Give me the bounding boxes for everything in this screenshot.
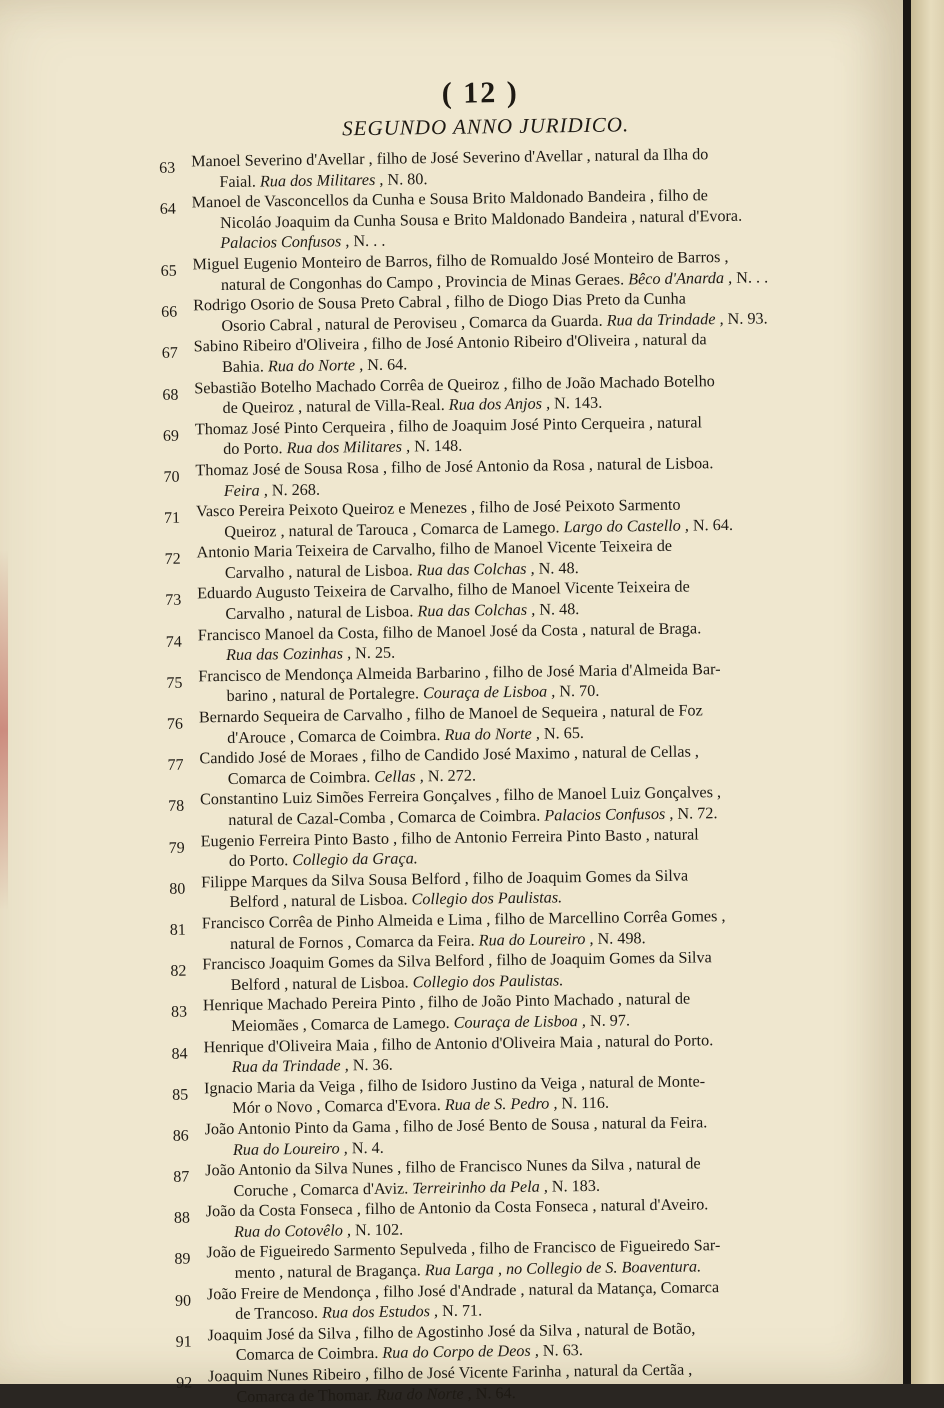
entry-number: 66: [161, 303, 191, 324]
entry-address: Palacios Confusos ,: [544, 805, 673, 825]
entry-text: Francisco Manoel da Costa, filho de Manoel José da Costa , natural de Braga.: [198, 617, 808, 646]
entry-house-number: N. 272.: [428, 766, 476, 785]
entry-address: Terreirinho da Pela ,: [412, 1177, 548, 1197]
entry-address: Collegio dos Paulistas.: [413, 971, 564, 991]
entry-text: Joaquim José da Silva , filho de Agostinho José da Silva , natural de Botão,: [207, 1317, 817, 1346]
entry-number: 64: [160, 200, 190, 221]
entry-text: João de Figueiredo Sarmento Sepulveda , filho de Francisco de Figueiredo Sar-: [206, 1234, 816, 1263]
entry-number: 65: [161, 261, 191, 282]
entry-number: 79: [169, 838, 199, 859]
entry-text: João da Costa Fonseca , filho de Antonio da Costa Fonseca , natural d'Aveiro.: [206, 1193, 816, 1222]
entry-text: Francisco Corrêa de Pinho Almeida e Lima , filho de Marcellino Corrêa Gomes ,: [202, 905, 812, 934]
entry-number: 89: [174, 1250, 204, 1271]
entry-number: 85: [172, 1085, 202, 1106]
entry-text: Eugenio Ferreira Pinto Basto , filho de Antonio Ferreira Pinto Basto , natural: [200, 822, 810, 851]
entry-house-number: N. 64.: [367, 355, 407, 374]
student-list: [151, 143, 818, 1408]
entry-address: Feira ,: [224, 481, 268, 500]
entry-text: Thomaz José de Sousa Rosa , filho de José Antonio da Rosa , natural de Lisboa.: [195, 452, 805, 481]
entry-address: Rua de S. Pedro ,: [445, 1095, 558, 1115]
entry-origin: Comarca de Coimbra.: [228, 768, 371, 788]
entry-number: 77: [167, 756, 197, 777]
entry-house-number: N. 48.: [539, 559, 579, 578]
entry-origin: Mór o Novo , Comarca d'Evora.: [232, 1096, 441, 1117]
entry-address: Rua das Colchas ,: [417, 601, 535, 621]
entry-number: 76: [167, 714, 197, 735]
entry-text: Antonio Maria Teixeira de Carvalho, filho de Manoel Vicente Teixeira de: [196, 534, 806, 563]
entry-origin: natural de Fornos , Comarca da Feira.: [230, 931, 475, 952]
entry-origin: Carvalho , natural de Lisboa.: [225, 561, 413, 582]
entry-address: Cellas ,: [374, 767, 424, 786]
entry-origin: Coruche , Comarca d'Aviz.: [233, 1179, 408, 1199]
entry-text: Ignacio Maria da Veiga , filho de Isidoro Justino da Veiga , natural de Monte-: [204, 1070, 814, 1099]
entry-text: Francisco Joaquim Gomes da Silva Belford , filho de Joaquim Gomes da Silva: [202, 946, 812, 975]
entry-house-number: N. . .: [353, 232, 385, 250]
entry-origin: barino , natural de Portalegre.: [226, 685, 419, 706]
entry-text: João Freire de Mendonça , filho José d'Andrade , natural da Matança, Comarca: [207, 1275, 817, 1304]
entry-address: Couraça de Lisboa ,: [454, 1012, 586, 1032]
entry-text: Filippe Marques da Silva Sousa Belford , filho de Joaquim Gomes da Silva: [201, 864, 811, 893]
entry-text: Bernardo Sequeira de Carvalho , filho de Manoel de Sequeira , natural de Foz: [199, 699, 809, 728]
entry-house-number: N. 36.: [353, 1056, 393, 1075]
entry-house-number: N. 4.: [352, 1138, 384, 1156]
entry-house-number: N. 71.: [442, 1302, 482, 1321]
entry-house-number: N. 80.: [387, 170, 427, 189]
entry-number: 86: [173, 1126, 203, 1147]
entry-text: Miguel Eugenio Monteiro de Barros, filho de Romualdo José Monteiro de Barros ,: [192, 246, 802, 275]
entry-address: Rua do Norte ,: [444, 724, 540, 743]
entry-text: Manoel Severino d'Avellar , filho de José Severino d'Avellar , natural da Ilha do: [191, 143, 801, 172]
entry-origin: Belford , natural de Lisboa.: [231, 973, 409, 993]
entry-number: 72: [165, 550, 195, 571]
entry-house-number: N. 65.: [544, 724, 584, 743]
entry-text: Joaquim Nunes Ribeiro , filho de José Vicente Farinha , natural da Certãa ,: [208, 1358, 818, 1387]
entry-house-number: N. 102.: [355, 1220, 403, 1239]
entry-number: 68: [162, 385, 192, 406]
entry-number: 90: [175, 1291, 205, 1312]
entry-house-number: N. 70.: [559, 682, 599, 701]
entry-house-number: N. 498.: [597, 929, 645, 948]
entry-house-number: N. 116.: [561, 1094, 609, 1113]
entry-text: Sebastião Botelho Machado Corrêa de Queiroz , filho de João Machado Botelho: [194, 369, 804, 398]
entry-house-number: N. 148.: [414, 437, 462, 456]
entry-number: 78: [168, 797, 198, 818]
entry-origin: Comarca de Thomar.: [236, 1386, 372, 1406]
entry-number: 83: [171, 1003, 201, 1024]
entry-house-number: N. 72.: [677, 804, 717, 823]
entry-number: 71: [164, 509, 194, 530]
entry-origin: Meiomães , Comarca de Lamego.: [231, 1014, 450, 1035]
section-title: SEGUNDO ANNO JURIDICO.: [171, 107, 801, 146]
entry-text: Sabino Ribeiro d'Oliveira , filho de José Antonio Ribeiro d'Oliveira , natural da: [194, 328, 804, 357]
entry-address: Rua do Corpo de Deos ,: [382, 1342, 539, 1362]
entry-address: Bêco d'Anarda ,: [628, 268, 732, 287]
entry-house-number: N. 63.: [543, 1342, 583, 1361]
entry-address: Collegio da Graça.: [292, 850, 418, 870]
entry-text: João Antonio da Silva Nunes , filho de Francisco Nunes da Silva , natural de: [205, 1152, 815, 1181]
entry-house-number: N. 48.: [539, 600, 579, 619]
entry-address: Rua dos Anjos ,: [449, 395, 551, 414]
entry-origin: do Porto.: [223, 439, 283, 458]
entry-number: 82: [170, 962, 200, 983]
entry-origin: de Queiroz , natural de Villa-Real.: [222, 396, 444, 417]
entry-number: 63: [159, 158, 189, 179]
entry-address: Rua do Cotovêlo ,: [234, 1221, 351, 1241]
entry-text: Manoel de Vasconcellos da Cunha e Sousa Brito Maldonado Bandeira , filho de: [192, 184, 802, 213]
entry-house-number: N. 143.: [554, 394, 602, 413]
entry-address: Couraça de Lisboa ,: [423, 683, 555, 703]
entry-number: 84: [171, 1044, 201, 1065]
entry-origin: Queiroz , natural de Tarouca , Comarca de Lamego.: [224, 518, 559, 541]
entry-address: Rua dos Militares ,: [260, 170, 384, 190]
entry-origin: Belford , natural de Lisboa.: [229, 891, 407, 911]
entry-number: 74: [166, 632, 196, 653]
entry-house-number: N. 64.: [476, 1384, 516, 1403]
entry-text: Candido José de Moraes , filho de Candido José Maximo , natural de Cellas ,: [199, 740, 809, 769]
entry-origin: mento , natural de Bragança.: [235, 1261, 421, 1282]
page-content: [150, 71, 818, 1408]
entry-origin: Osorio Cabral , natural de Peroviseu , Comarca da Guarda.: [221, 311, 602, 334]
entry-origin: Carvalho , natural de Lisboa.: [225, 602, 413, 623]
entry-number: 67: [162, 344, 192, 365]
entry-number: 81: [170, 920, 200, 941]
entry-house-number: N. 93.: [727, 309, 767, 328]
book-spine: [903, 0, 911, 1384]
entry-text: Henrique d'Oliveira Maia , filho de Antonio d'Oliveira Maia , natural do Porto.: [203, 1028, 813, 1057]
entry-number: 73: [165, 591, 195, 612]
entry-address: Rua da Trindade ,: [232, 1056, 349, 1076]
list-item: [152, 184, 803, 255]
entry-number: 88: [174, 1209, 204, 1230]
entry-address: Rua dos Estudos ,: [322, 1302, 438, 1322]
entry-address: Rua da Trindade ,: [607, 310, 724, 330]
adjacent-page-edge: [911, 0, 944, 1384]
entry-number: 70: [163, 467, 193, 488]
entry-origin: Comarca de Coimbra.: [236, 1344, 379, 1364]
entry-number: 69: [163, 426, 193, 447]
entry-address: Rua dos Militares ,: [286, 438, 410, 458]
entry-text: Rodrigo Osorio de Sousa Preto Cabral , filho de Diogo Dias Preto da Cunha: [193, 287, 803, 316]
entry-text: Eduardo Augusto Teixeira de Carvalho, filho de Manoel Vicente Teixeira de: [197, 575, 807, 604]
entry-text: Francisco de Mendonça Almeida Barbarino , filho de José Maria d'Almeida Bar-: [198, 658, 808, 687]
entry-address: Rua do Norte ,: [268, 356, 364, 375]
entry-number: 87: [173, 1167, 203, 1188]
entry-house-number: N. . .: [736, 268, 768, 286]
entry-origin: natural de Cazal-Comba , Comarca de Coimbra.: [228, 807, 540, 829]
page-edge-stain: [0, 550, 8, 910]
entry-origin: Faial.: [219, 172, 256, 191]
entry-address: Rua Larga , no Collegio de S. Boaventura.: [425, 1257, 702, 1279]
entry-origin: d'Arouce , Comarca de Coimbra.: [227, 726, 441, 747]
entry-house-number: N. 25.: [355, 644, 395, 663]
entry-house-number: N. 183.: [552, 1177, 600, 1196]
entry-text: João Antonio Pinto da Gama , filho de José Bento de Sousa , natural da Feira.: [205, 1111, 815, 1140]
entry-origin: do Porto.: [229, 851, 289, 870]
page-number: ( 12 ): [160, 71, 800, 116]
entry-number: 80: [169, 879, 199, 900]
entry-house-number: N. 64.: [693, 516, 733, 535]
entry-house-number: N. 97.: [590, 1011, 630, 1030]
entry-house-number: N. 268.: [272, 480, 320, 499]
entry-text: Henrique Machado Pereira Pinto , filho de João Pinto Machado , natural de: [203, 987, 813, 1016]
entry-origin: Nicoláo Joaquim da Cunha Sousa e Brito Maldonado Bandeira , natural d'Evora.: [220, 207, 742, 232]
entry-origin: natural de Congonhas do Campo , Provincia de Minas Geraes.: [221, 270, 624, 294]
entry-address: Palacios Confusos ,: [220, 233, 349, 253]
list-item: [168, 1358, 819, 1408]
entry-address: Rua do Loureiro ,: [479, 929, 594, 949]
entry-origin: de Trancoso.: [235, 1304, 318, 1323]
entry-address: Rua do Loureiro ,: [233, 1139, 348, 1159]
entry-address: Rua do Norte ,: [376, 1384, 472, 1403]
entry-origin: Bahia.: [222, 357, 264, 376]
entry-number: 91: [175, 1332, 205, 1353]
entry-address: Largo do Castello ,: [563, 516, 689, 536]
entry-text: Constantino Luiz Simões Ferreira Gonçalves , filho de Manoel Luiz Gonçalves ,: [200, 781, 810, 810]
entry-text: Vasco Pereira Peixoto Queiroz e Menezes , filho de José Peixoto Sarmento: [196, 493, 806, 522]
entry-address: Rua das Cozinhas ,: [226, 644, 351, 664]
entry-number: 75: [166, 673, 196, 694]
entry-address: Collegio dos Paulistas.: [411, 889, 562, 909]
entry-text: Thomaz José Pinto Cerqueira , filho de Joaquim José Pinto Cerqueira , natural: [195, 411, 805, 440]
entry-address: Rua das Colchas ,: [417, 560, 535, 580]
entry-number: 92: [176, 1373, 206, 1394]
